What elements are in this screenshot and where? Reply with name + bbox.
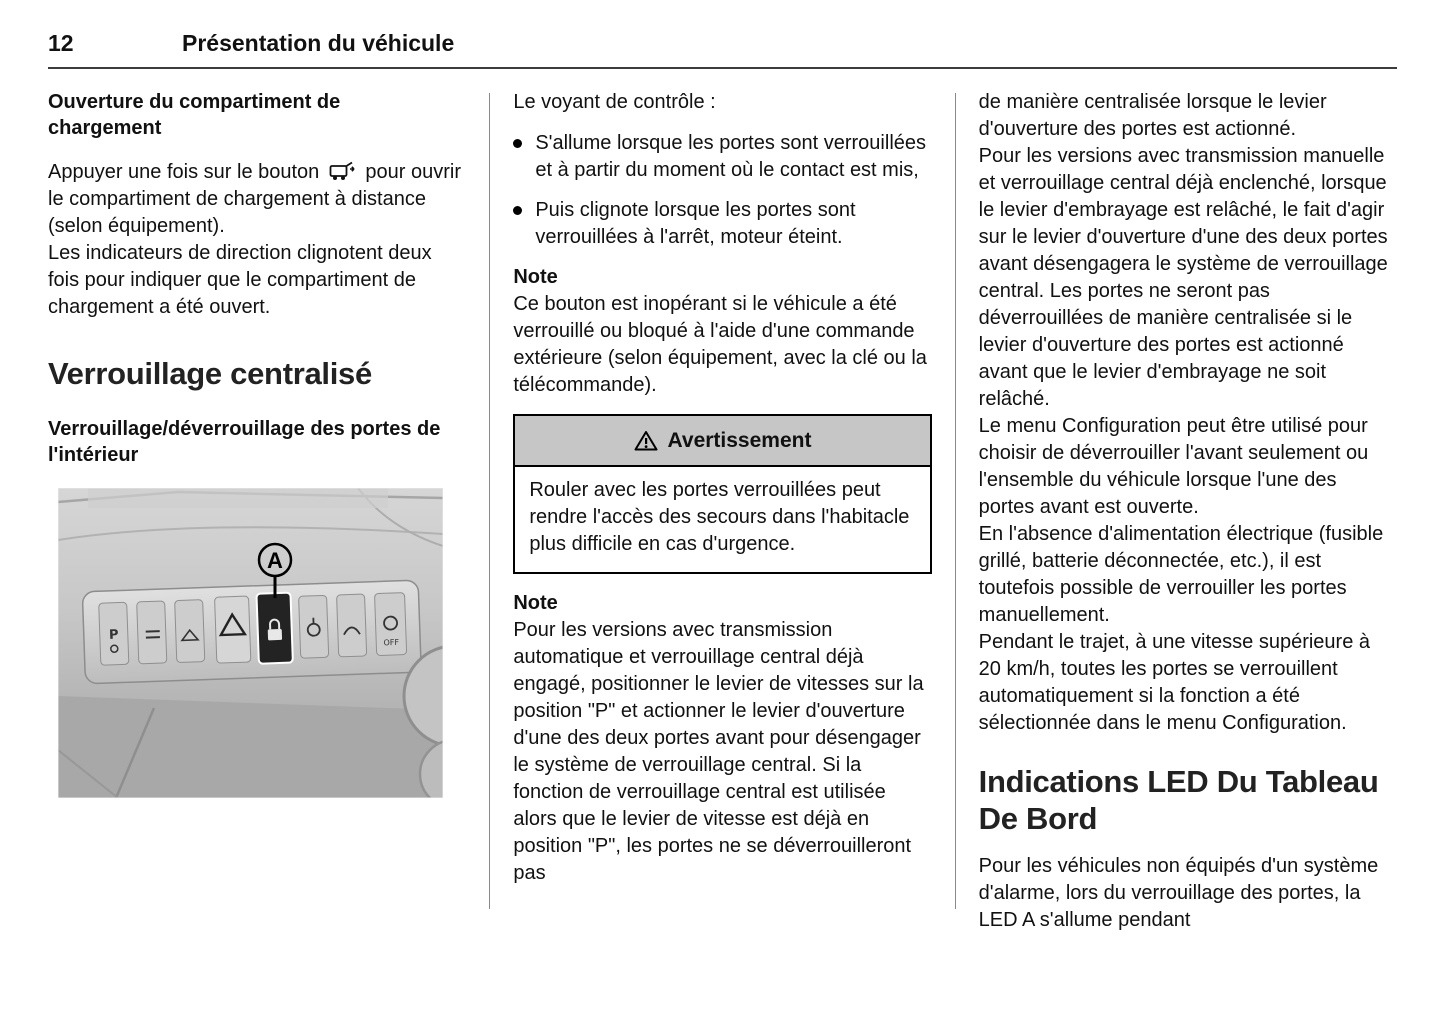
note-label: Note: [513, 592, 558, 614]
body-paragraph: En l'absence d'alimentation électrique (fusible grillé, batterie déconnectée, etc.), il est toutefois possible de verrouiller les portes manuellement.: [978, 523, 1384, 626]
warning-title: Avertissement: [667, 429, 812, 452]
figure-label-a: A: [267, 548, 283, 573]
button-strip: [82, 580, 421, 684]
indicator-intro: Le voyant de contrôle :: [513, 91, 716, 113]
bullet-item: [513, 130, 931, 184]
body-paragraph: Le menu Configuration peut être utilisé pour choisir de déverrouiller l'avant seulement ou l'ensemble du véhicule lorsque l'une des portes avant est ouverte.: [978, 415, 1369, 518]
svg-text:P: P: [108, 627, 119, 643]
note-paragraph: Pour les versions avec transmission automatique et verrouillage central déjà engagé, positionner le levier de vitesses sur la position "P" et actionner le levier d'ouverture d'une des deux portes avant pour désengager le système de verrouillage central. Si la fonction de verrouillage central est utilisée alors que le levier de vitesse est déjà en position "P", les portes ne se déverrouilleront pas: [513, 619, 924, 884]
central-locking-button: [256, 593, 292, 664]
bullet-dot-icon: [513, 206, 522, 215]
page-number: 12: [48, 30, 74, 56]
continuation-paragraph: de manière centralisée lorsque le levier d'ouverture des portes est actionné.: [978, 91, 1327, 140]
cargo-text-second-sentence: Les indicateurs de direction clignotent deux fois pour indiquer que le compartiment de chargement a été ouvert.: [48, 242, 432, 318]
column-left: [48, 89, 466, 969]
section-heading-central-locking: Verrouillage centralisé: [48, 356, 372, 391]
bullet-list: [513, 130, 931, 251]
cargo-text-after-icon: pour ouvrir le compartiment de chargement à distance (selon équipement).: [48, 161, 462, 237]
warning-box: [513, 414, 931, 574]
note-label: Note: [513, 266, 558, 288]
bullet-text: S'allume lorsque les portes sont verrouillées et à partir du moment où le contact est mis,: [535, 132, 927, 181]
warning-header: [515, 416, 929, 467]
bullet-item: [513, 197, 931, 251]
warning-body: Rouler avec les portes verrouillées peut rendre l'accès des secours dans l'habitacle plus difficile en cas d'urgence.: [529, 479, 910, 555]
column-divider: [489, 93, 490, 909]
warning-triangle-icon: [634, 430, 658, 451]
bullet-dot-icon: [513, 139, 522, 148]
section-heading-cargo: Ouverture du compartiment de chargement: [48, 91, 341, 139]
dashboard-photo: [58, 488, 443, 798]
column-middle: [513, 89, 931, 969]
dashboard-figure: [58, 488, 443, 798]
led-paragraph: Pour les véhicules non équipés d'un système d'alarme, lors du verrouillage des portes, la LED A s'allume pendant: [978, 855, 1379, 931]
tailgate-open-icon: [329, 161, 356, 181]
note-paragraph: Ce bouton est inopérant si le véhicule a été verrouillé ou bloqué à l'aide d'une commande extérieure (selon équipement, avec la clé ou la télécommande).: [513, 293, 927, 396]
body-paragraph: Pour les versions avec transmission manuelle et verrouillage central déjà enclenché, lorsque le levier d'embrayage est relâché, le fait d'agir sur le levier d'ouverture d'une des deux portes avant désengagera le système de verrouillage central. Les portes ne seront pas déverrouillées de manière centralisée si le levier d'ouverture des portes est actionné avant que le levier d'embrayage ne soit relâché.: [978, 145, 1388, 410]
content-columns: [48, 89, 1397, 969]
svg-text:OFF: OFF: [383, 637, 400, 648]
column-divider: [955, 93, 956, 909]
chapter-title: Présentation du véhicule: [182, 30, 455, 56]
column-right: [979, 89, 1397, 969]
cargo-paragraph: [48, 159, 466, 321]
subsection-heading-doors: Verrouillage/déverrouillage des portes de l'intérieur: [48, 418, 441, 466]
body-paragraph: Pendant le trajet, à une vitesse supérieure à 20 km/h, toutes les portes se verrouillent automatiquement si la fonction a été sélectionnée dans le menu Configuration.: [978, 631, 1371, 734]
page-header: [48, 30, 1397, 69]
section-heading-led: Indications LED Du Tableau De Bord: [978, 764, 1379, 836]
bullet-text: Puis clignote lorsque les portes sont verrouillées à l'arrêt, moteur éteint.: [535, 199, 856, 248]
cargo-text-before-icon: Appuyer une fois sur le bouton: [48, 161, 320, 183]
